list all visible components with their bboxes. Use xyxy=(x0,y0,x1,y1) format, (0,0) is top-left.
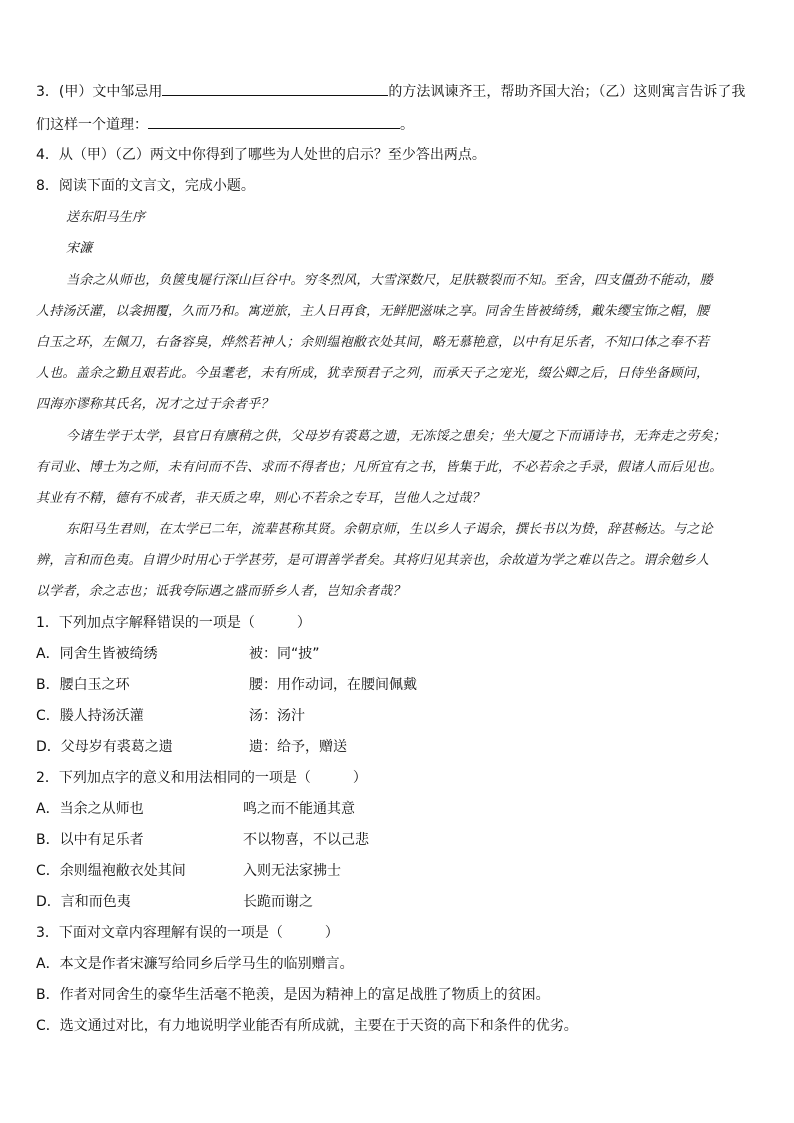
passage-line: 人也。盖余之勤且艰若此。今虽耄老，未有所成，犹幸预君子之列，而承天子之宠光，缀公卿之后，日侍坐备顾问， xyxy=(36,366,710,381)
passage-line: 当余之从师也，负箧曳屣行深山巨谷中。穷冬烈风，大雪深数尺，足肤皲裂而不知。至舍，四支僵劲不能动，媵 xyxy=(66,273,713,288)
passage-line: 辨，言和而色夷。自谓少时用心于学甚劳，是可谓善学者矣。其将归见其亲也，余故道为学之难以告之。谓余勉乡人 xyxy=(36,553,710,568)
sq2-option-a[interactable]: A．当余之从师也 xyxy=(36,801,144,817)
sq3-option-b[interactable]: B．作者对同舍生的豪华生活毫不艳羡，是因为精神上的富足战胜了物质上的贫困。 xyxy=(36,987,550,1003)
sq3-stem: 3．下面对文章内容理解有误的一项是（ ） xyxy=(36,925,339,941)
q3-line2 xyxy=(36,114,414,135)
sq3-option-a[interactable]: A．本文是作者宋濂写给同乡后学马生的临别赠言。 xyxy=(36,956,354,972)
passage-line: 有司业、博士为之师，未有问而不告、求而不得者也；凡所宜有之书，皆集于此，不必若余之手录，假诸人而后见也。 xyxy=(36,460,723,475)
passage-line: 白玉之环，左佩刀，右备容臭，烨然若神人；余则缊袍敝衣处其间，略无慕艳意，以中有足乐者，不知口体之奉不若 xyxy=(36,335,710,350)
sq3-option-c[interactable]: C．选文通过对比，有力地说明学业能否有所成就，主要在于天资的高下和条件的优劣。 xyxy=(36,1018,578,1034)
sq2-option-a-note: 鸣之而不能通其意 xyxy=(243,801,355,817)
sq2-option-d[interactable]: D．言和而色夷 xyxy=(36,894,131,910)
passage-line: 东阳马生君则，在太学已二年，流辈甚称其贤。余朝京师，生以乡人子谒余，撰长书以为贽，辞甚畅达。与之论 xyxy=(66,522,713,537)
sq1-option-a[interactable]: A．同舍生皆被绮绣 xyxy=(36,646,158,662)
passage-line: 以学者，余之志也；诋我夸际遇之盛而骄乡人者，岂知余者哉？ xyxy=(36,584,406,599)
sq1-option-b[interactable]: B．腰白玉之环 xyxy=(36,677,130,693)
sq1-option-c-note: 汤：汤汁 xyxy=(249,708,305,724)
q3-text-part2: 的方法讽谏齐王，帮助齐国大治；（乙）这则寓言告诉了我 xyxy=(388,84,746,100)
passage-line: 人持汤沃灌，以衾拥覆，久而乃和。寓逆旅，主人日再食，无鲜肥滋味之享。同舍生皆被绮绣，戴朱缨宝饰之帽，腰 xyxy=(36,304,710,319)
passage-line: 四海亦谬称其氏名，况才之过于余者乎？ xyxy=(36,397,274,412)
q3-text-part1: 3．(甲）文中邹忌用 xyxy=(36,84,163,100)
passage-line: 其业有不精，德有不成者，非天质之卑，则心不若余之专耳，岂他人之过哉？ xyxy=(36,491,485,506)
passage-author: 宋濂 xyxy=(66,241,93,256)
sq1-option-c[interactable]: C．媵人持汤沃灌 xyxy=(36,708,144,724)
q8-heading: 8．阅读下面的文言文，完成小题。 xyxy=(36,178,255,194)
answer-blank-2[interactable] xyxy=(148,114,400,129)
sq1-option-d[interactable]: D．父母岁有裘葛之遗 xyxy=(36,739,173,755)
sq1-option-a-note: 被：同“披” xyxy=(249,646,320,662)
passage-line: 今诸生学于太学，县官日有廪稍之供，父母岁有裘葛之遗，无冻馁之患矣；坐大厦之下而诵诗书，无奔走之劳矣； xyxy=(66,429,727,444)
sq1-option-d-note: 遗：给予，赠送 xyxy=(249,739,347,755)
passage-title: 送东阳马生序 xyxy=(66,210,146,225)
q3-line1 xyxy=(36,81,745,102)
q3-text-part4: 。 xyxy=(400,117,414,133)
sq2-option-c-note: 入则无法家拂士 xyxy=(243,863,341,879)
sq2-stem: 2．下列加点字的意义和用法相同的一项是（ ） xyxy=(36,770,367,786)
q3-text-part3: 们这样一个道理： xyxy=(36,117,148,133)
sq1-stem: 1．下列加点字解释错误的一项是（ ） xyxy=(36,615,311,631)
sq1-option-b-note: 腰：用作动词，在腰间佩戴 xyxy=(249,677,417,693)
q4-text: 4．从（甲）（乙）两文中你得到了哪些为人处世的启示？至少答出两点。 xyxy=(36,147,486,163)
sq2-option-b-note: 不以物喜，不以己悲 xyxy=(243,832,369,848)
sq2-option-c[interactable]: C．余则缊袍敝衣处其间 xyxy=(36,863,186,879)
sq2-option-b[interactable]: B．以中有足乐者 xyxy=(36,832,144,848)
sq2-option-d-note: 长跪而谢之 xyxy=(243,894,313,910)
answer-blank-1[interactable] xyxy=(162,81,388,96)
